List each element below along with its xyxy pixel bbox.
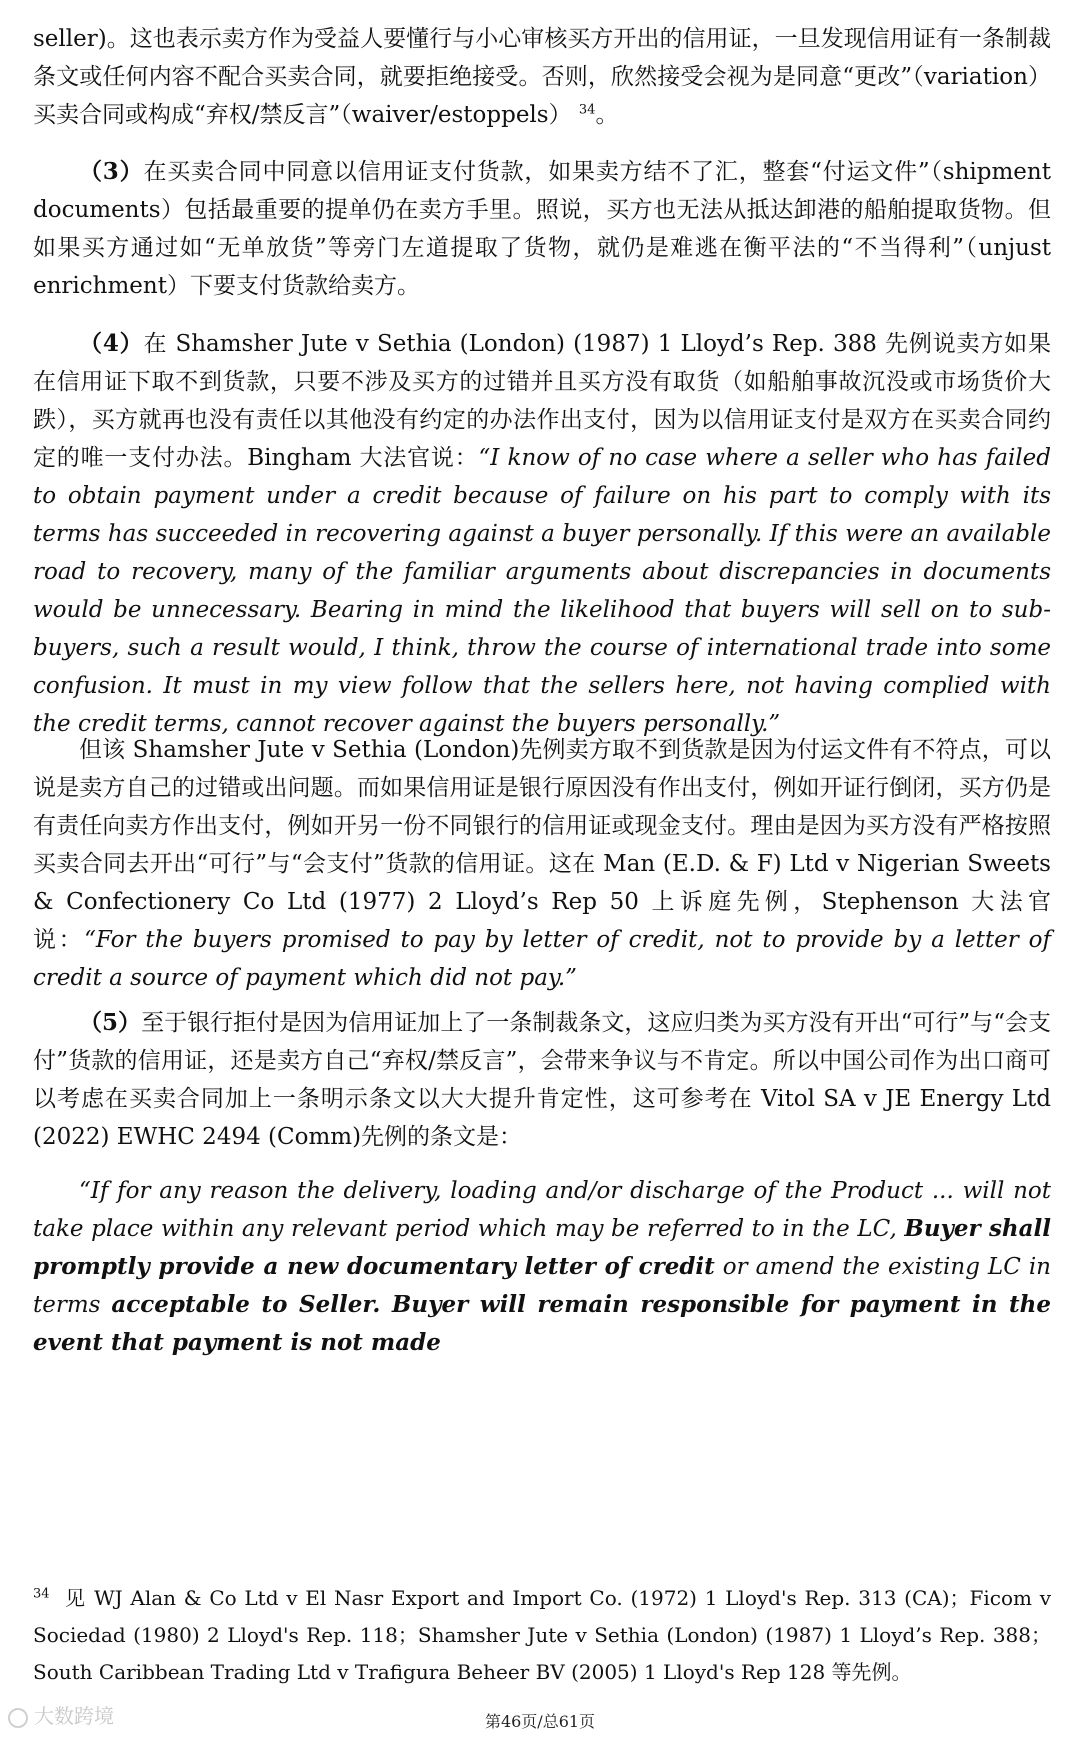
paragraph-1 [33,20,1051,134]
footnote-text: 见 WJ Alan & Co Ltd v El Nasr Export and Import Co. (1972) 1 Lloyd's Rep. 313 (CA)；Ficom v Sociedad (1980) 2 Lloyd's Rep. 118；Shamsher Jute v Sethia (London) (1987) 1 Lloyd’s Rep. 388；South Caribbean Trading Ltd v Trafigura Beheer BV (2005) 1 Lloyd's Rep 128 等先例。 [33,1586,1052,1684]
paragraph-3 [33,153,1051,305]
bingham-quote: “I know of no case where a seller who has failed to obtain payment under a credit because of failure on his part to comply with its terms has succeeded in recovering against a buyer personally. If this were an available road to recovery, many of the familiar arguments about discrepancies in documents would be unnecessary. Bearing in mind the likelihood that buyers will sell on to sub-buyers, such a result would, I think, throw the course of international trade into some confusion. It must in my view follow that the sellers here, not having complied with the credit terms, cannot recover against the buyers personally.” [33,445,1051,737]
footnote-ref-34[interactable]: 34 [578,102,596,118]
paragraph-6 [33,1004,1051,1156]
paragraph-4-text: 在 Shamsher Jute v Sethia (London) (1987) 1 Lloyd’s Rep. 388 先例说卖方如果在信用证下取不到货款，只要不涉及买方的过错并且买方没有取货（如船舶事故沉没或市场货价大跌），买方就再也没有责任以其他没有约定的办法作出支付，因为以信用证支付是双方在买卖合同约定的唯一支付办法。Bingham 大法官说： [33,331,1051,471]
footnote-34 [33,1580,1051,1691]
paragraph-6-text: 至于银行拒付是因为信用证加上了一条制裁条文，这应归类为买方没有开出“可行”与“会支付”货款的信用证，还是卖方自己“弃权/禁反言”，会带来争议与不肯定。所以中国公司作为出口商可以考虑在买卖合同加上一条明示条文以大大提升肯定性，这可参考在 Vitol SA v JE Energy Ltd (2022) EWHC 2494 (Comm)先例的条文是： [33,1010,1051,1150]
vitol-quote-bold-b: Buyer shall promptly provide a new documentary letter of credit [33,1215,1052,1280]
paragraph-7-quote [33,1172,1051,1362]
item-number-4: （4） [79,330,144,357]
vitol-quote-part-c: or amend the existing LC in terms [33,1254,1051,1318]
page-footer: 第46页/总61页 [484,1712,596,1731]
paragraph-1-text: seller)。这也表示卖方作为受益人要懂行与小心审核买方开出的信用证，一旦发现信用证有一条制裁条文或任何内容不配合买卖合同，就要拒绝接受。否则，欣然接受会视为是同意“更改”（variation）买卖合同或构成“弃权/禁反言”（waiver/estoppels） [33,26,1051,128]
paragraph-1-end: 。 [595,102,619,128]
paragraph-5-text: 但该 Shamsher Jute v Sethia (London)先例卖方取不到货款是因为付运文件有不符点，可以说是卖方自己的过错或出问题。而如果信用证是银行原因没有作出支付，例如开证行倒闭，买方仍是有责任向卖方作出支付，例如开另一份不同银行的信用证或现金支付。理由是因为买方没有严格按照买卖合同去开出“可行”与“会支付”货款的信用证。这在 Man (E.D. & F) Ltd v Nigerian Sweets & Confectionery Co Ltd (1977) 2 Lloyd’s Rep 50 上诉庭先例，Stephenson 大法官说： [33,737,1051,953]
paragraph-3-text: 在买卖合同中同意以信用证支付货款，如果卖方结不了汇，整套“付运文件”（shipment documents）包括最重要的提单仍在卖方手里。照说，买方也无法从抵达卸港的船舶提取货物。但如果买方通过如“无单放货”等旁门左道提取了货物，就仍是难逃在衡平法的“不当得利”（unjust enrichment）下要支付货款给卖方。 [33,159,1051,299]
item-number-5: （5） [79,1009,142,1036]
footnote-number: 34 [33,1586,50,1602]
vitol-quote-part-a: “If for any reason the delivery, loading and/or discharge of the Product ... will not take place within any relevant period which may be referred to in the LC, [33,1178,1051,1242]
vitol-quote-bold-d: acceptable to Seller. Buyer will remain responsible for payment in the event that payment is not made [33,1291,1051,1356]
watermark-text: 大数跨境 [34,1704,114,1728]
paragraph-5 [33,731,1051,997]
stephenson-quote: “For the buyers promised to pay by letter of credit, not to provide by a letter of credit a source of payment which did not pay.” [33,927,1051,991]
paragraph-4 [33,325,1051,743]
item-number-3: （3） [79,158,144,185]
